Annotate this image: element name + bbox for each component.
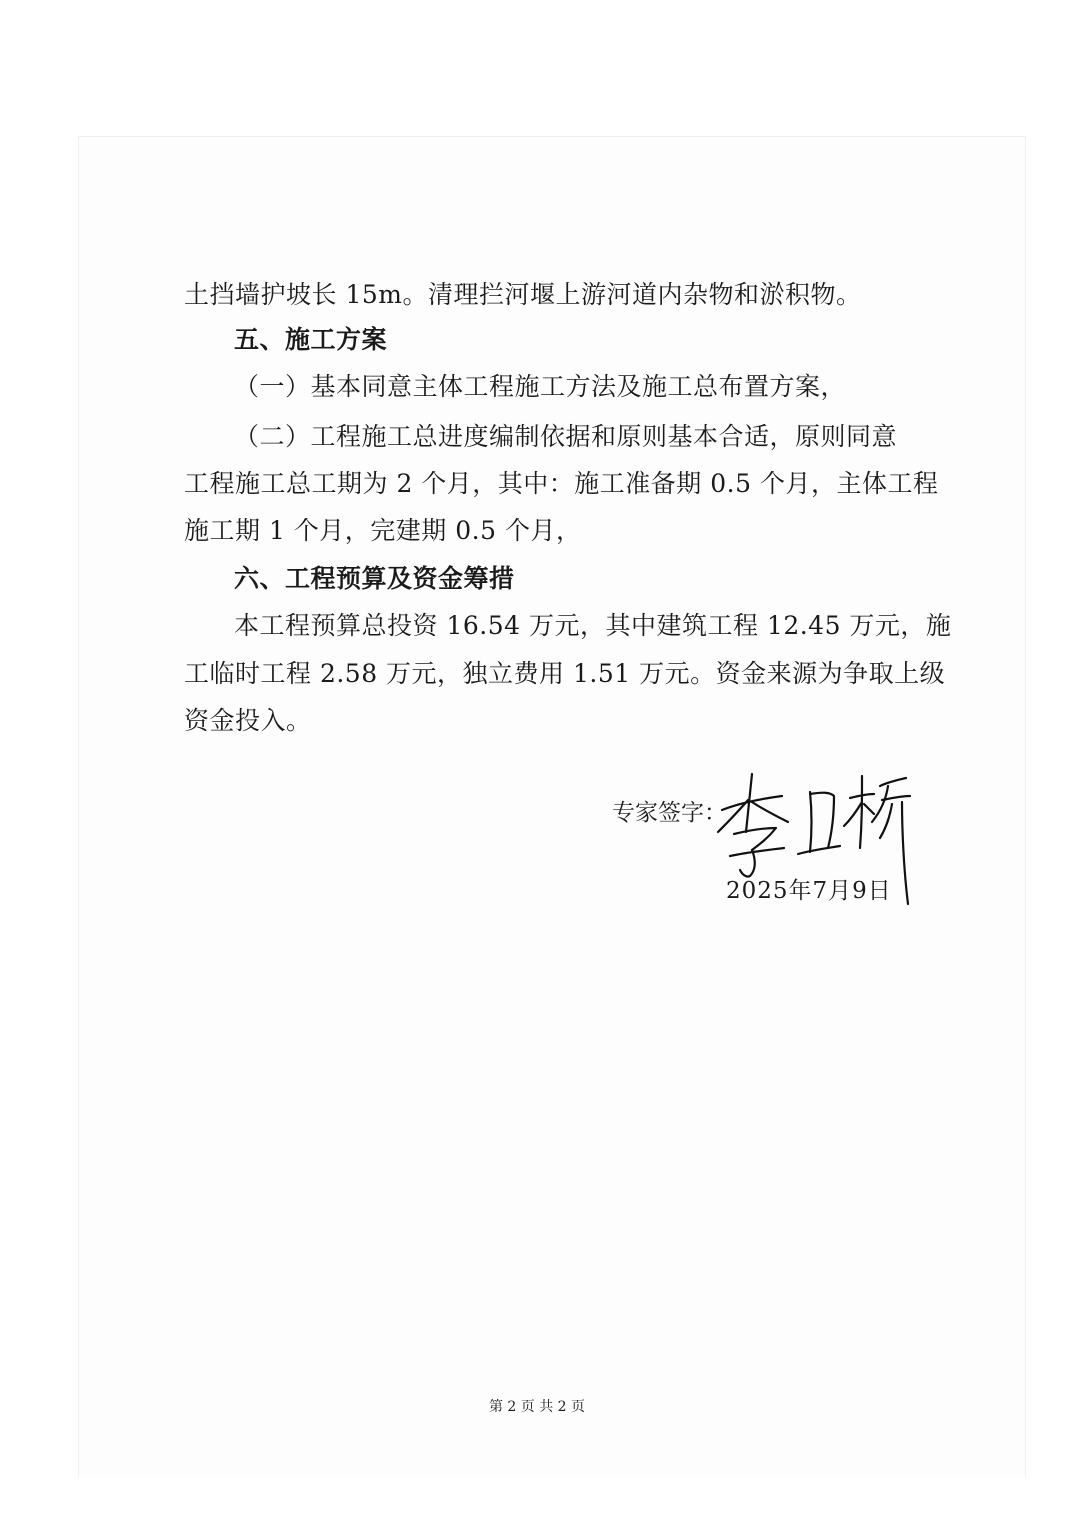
section-heading-construction-plan: 五、施工方案 (234, 325, 388, 354)
signature-date: 2025年7月9日 (726, 878, 892, 904)
body-text-line: （二）工程施工总进度编制依据和原则基本合适，原则同意 (234, 422, 898, 451)
body-text-line: （一）基本同意主体工程施工方法及施工总布置方案， (234, 372, 847, 401)
body-text-line: 施工期 1 个月，完建期 0.5 个月， (184, 516, 582, 545)
body-text-line: 本工程预算总投资 16.54 万元，其中建筑工程 12.45 万元，施 (234, 611, 952, 640)
section-heading-budget-funding: 六、工程预算及资金筹措 (234, 564, 515, 593)
body-text-line: 资金投入。 (184, 706, 312, 735)
body-text-line: 工程施工总工期为 2 个月，其中：施工准备期 0.5 个月，主体工程 (184, 469, 939, 498)
signature-label: 专家签字： (612, 800, 727, 826)
page-number-footer: 第 2 页 共 2 页 (488, 1399, 586, 1415)
body-text-line: 工临时工程 2.58 万元，独立费用 1.51 万元。资金来源为争取上级 (184, 659, 946, 688)
body-text-line: 土挡墙护坡长 15m。清理拦河堰上游河道内杂物和淤积物。 (184, 280, 862, 309)
